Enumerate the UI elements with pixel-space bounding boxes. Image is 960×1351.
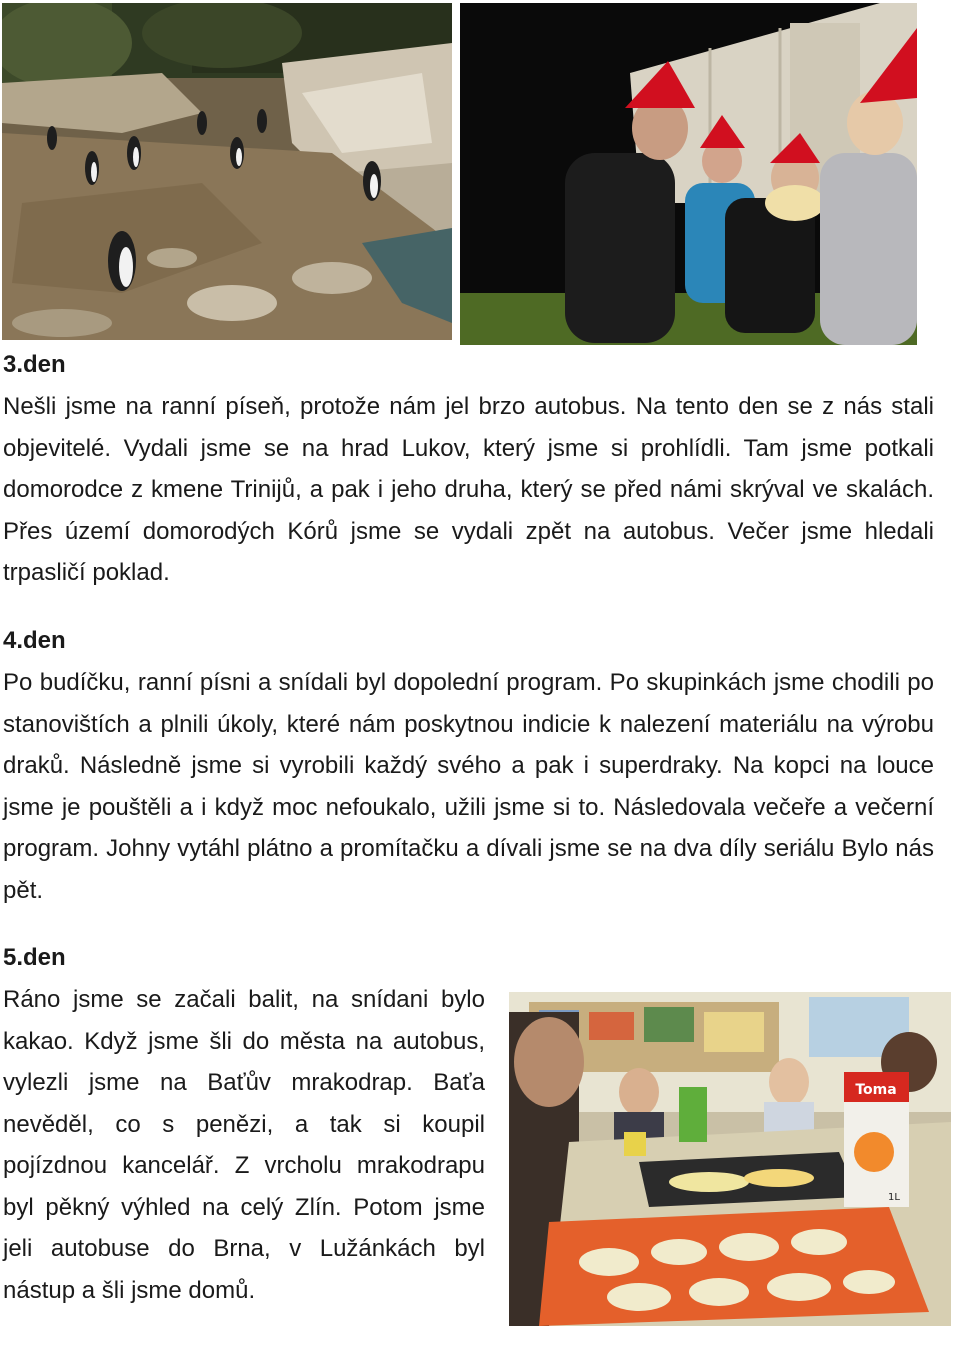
photo-penguins [2,3,452,340]
day-3-text: Nešli jsme na ranní píseň, protože nám jel brzo autobus. Na tento den se z nás stali objevitelé. Vydali jsme se na hrad Lukov, který jsme si prohlídli. Tam jsme potkali domorodce z kmene Trinijů, a pak i jeho druha, který se před námi skrýval ve skalách. Přes území domorodých Kórů jsme se vydali zpět na autobus. Večer jsme hledali trpasličí poklad. [3,393,934,586]
juice-brand-label: Toma [855,1082,897,1098]
juice-volume-label: 1L [888,1192,900,1203]
day-4-heading: 4.den [3,627,66,654]
day-5-heading: 5.den [3,944,66,971]
day-4-text: Po budíčku, ranní písni a snídali byl dopolední program. Po skupinkách jsme chodili po stanovištích a plnili úkoly, které nám poskytnou indicie k nalezení materiálu na výrobu draků. Následně jsme si vyrobili každý svého a pak i superdraky. Na kopci na louce jsme je pouštěli a i když moc nefoukalo, užili jsme si to. Následovala večeře a večerní program. Johny vytáhl plátno a promítačku a dívali jsme se na dva díly seriálu Bylo nás pět. [3,669,934,904]
day-5-text: Ráno jsme se začali balit, na snídani bylo kakao. Když jsme šli do města na autobus, vylezli jsme na Baťův mrakodrap. Baťa nevěděl, co s penězi, a tak si koupil pojízdnou kancelář. Z vrcholu mrakodrapu byl pěkný výhled na celý Zlín. Potom jsme jeli autobuse do Brna, v Lužánkách byl nástup a šli jsme domů. [3,986,485,1304]
photo-gnomes-night [460,3,917,345]
day-3-heading: 3.den [3,351,66,378]
photo-breakfast-table [509,992,951,1326]
